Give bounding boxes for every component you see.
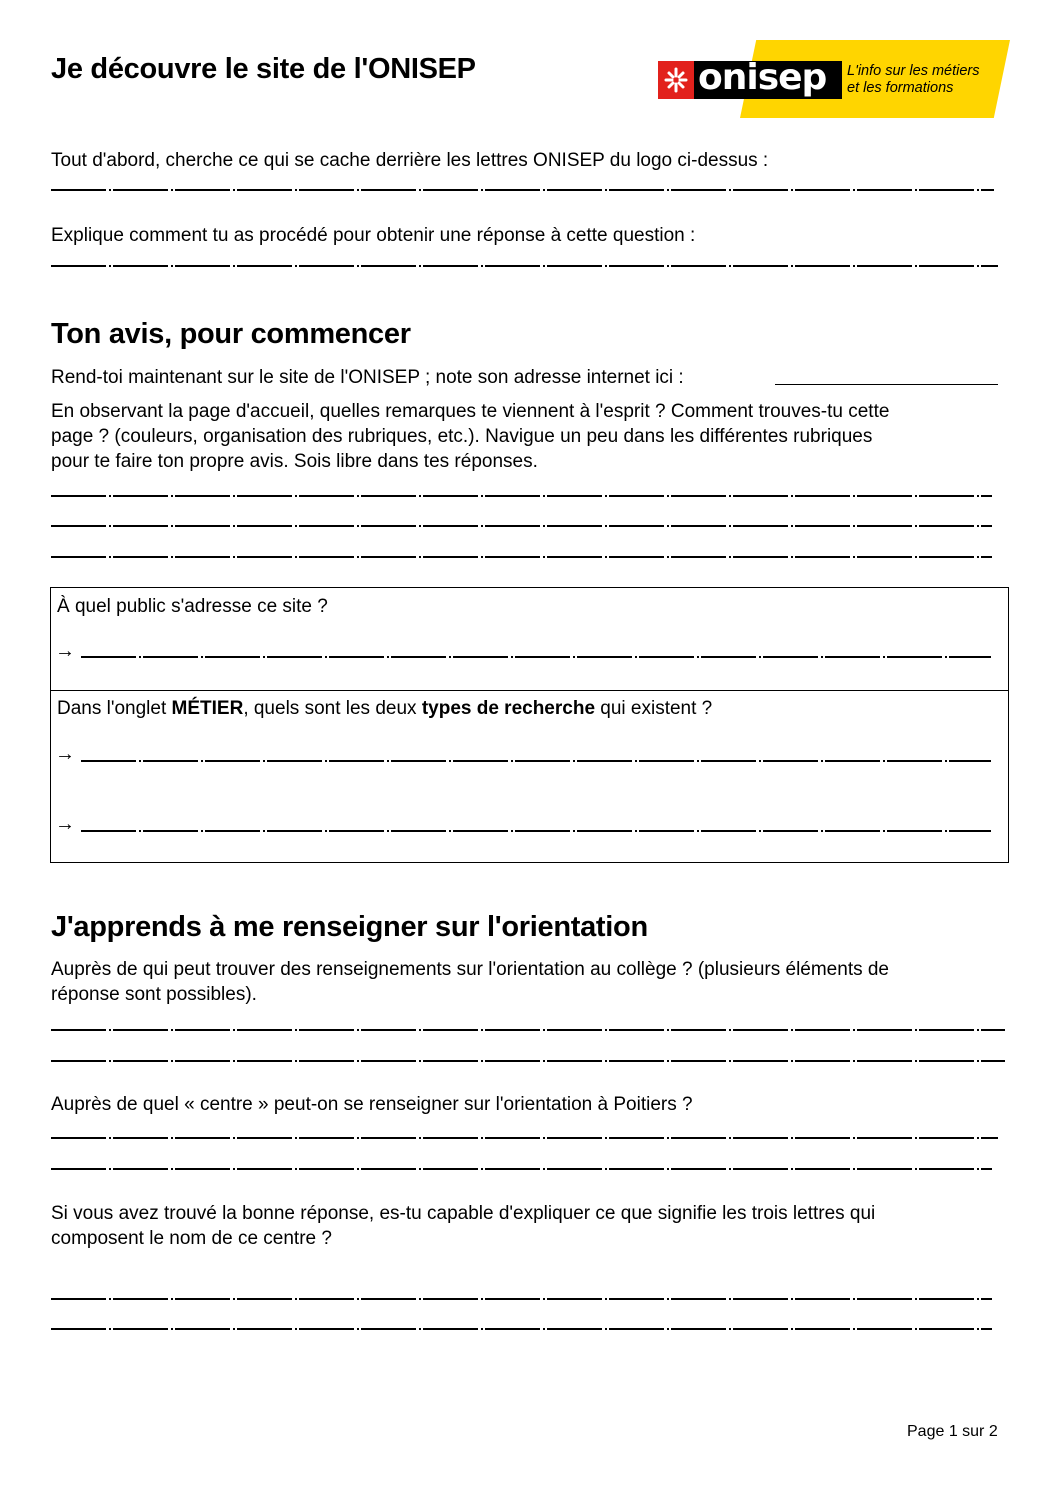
question-line2: réponse sont possibles). (51, 984, 257, 1005)
answer-line[interactable] (81, 760, 991, 762)
question-site-address: Rend-toi maintenant sur le site de l'ONISEP ; note son adresse internet ici : (51, 367, 684, 388)
answer-line[interactable] (51, 556, 992, 558)
answer-line[interactable] (51, 1328, 992, 1330)
question-text: , quels sont les deux (243, 698, 422, 719)
answer-line[interactable] (51, 1298, 992, 1300)
logo-tagline (847, 63, 980, 97)
section-heading-orientation: J'apprends à me renseigner sur l'orientation (51, 911, 648, 943)
question-text: Dans l'onglet (57, 698, 172, 719)
page-number: Page 1 sur 2 (907, 1423, 998, 1440)
address-answer-line[interactable] (775, 384, 998, 385)
answer-line[interactable] (51, 1137, 998, 1139)
page-title: Je découvre le site de l'ONISEP (51, 53, 476, 85)
section-heading-avis: Ton avis, pour commencer (51, 318, 411, 350)
question-home-line2: page ? (couleurs, organisation des rubriques, etc.). Navigue un peu dans les différentes rubriques (51, 426, 873, 447)
answer-line[interactable] (51, 265, 998, 267)
logo-tagline-line2: et les formations (847, 80, 954, 96)
question-onisep-letters: Tout d'abord, cherche ce qui se cache derrière les lettres ONISEP du logo ci-dessus : (51, 150, 769, 171)
question-line2: composent le nom de ce centre ? (51, 1228, 332, 1249)
question-public: À quel public s'adresse ce site ? (57, 596, 328, 617)
arrow-icon: → (55, 640, 75, 662)
arrow-icon: → (55, 743, 75, 765)
logo-star-icon (658, 61, 694, 99)
answer-line[interactable] (51, 1060, 1005, 1062)
question-box (50, 587, 1009, 863)
answer-line[interactable] (51, 1029, 1005, 1031)
arrow-icon: → (55, 813, 75, 835)
answer-line[interactable] (81, 656, 991, 658)
answer-line[interactable] (51, 495, 992, 497)
onisep-logo (658, 40, 1010, 118)
box-divider (51, 690, 1008, 691)
question-line1: Auprès de qui peut trouver des renseignements sur l'orientation au collège ? (plusieurs éléments de (51, 959, 890, 980)
question-method: Explique comment tu as procédé pour obtenir une réponse à cette question : (51, 225, 696, 246)
question-home-page (51, 399, 889, 474)
answer-line[interactable] (51, 1168, 992, 1170)
search-types-label: types de recherche (421, 698, 596, 719)
answer-line[interactable] (51, 525, 992, 527)
question-centre-poitiers: Auprès de quel « centre » peut-on se renseigner sur l'orientation à Poitiers ? (51, 1094, 693, 1115)
question-line1: Si vous avez trouvé la bonne réponse, es-tu capable d'expliquer ce que signifie les trois lettres qui (51, 1203, 876, 1224)
question-home-line3: pour te faire ton propre avis. Sois libre dans tes réponses. (51, 451, 538, 472)
logo-wordmark: onisep (698, 57, 827, 98)
question-text: qui existent ? (595, 698, 713, 719)
question-metier-search (57, 696, 712, 721)
question-centre-letters (51, 1201, 875, 1251)
metier-tab-name: MÉTIER (171, 698, 244, 719)
question-home-line1: En observant la page d'accueil, quelles remarques te viennent à l'esprit ? Comment trouves-tu cette (51, 401, 890, 422)
logo-tagline-line1: L'info sur les métiers (847, 63, 980, 79)
answer-line[interactable] (51, 189, 994, 191)
answer-line[interactable] (81, 830, 991, 832)
question-orientation-contacts (51, 957, 889, 1007)
